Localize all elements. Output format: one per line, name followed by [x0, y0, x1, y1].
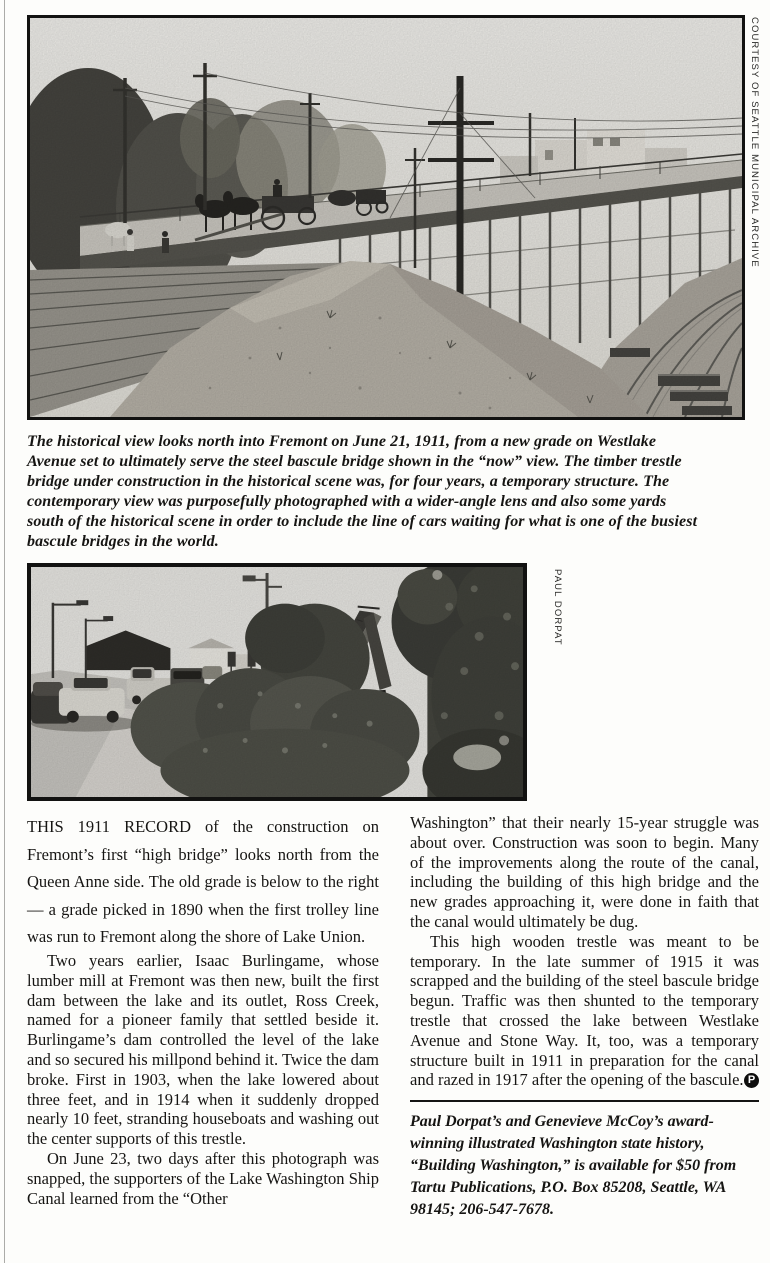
historical-photo — [27, 15, 745, 420]
article-paragraph: Washington” that their nearly 15-year struggle was about over. Construction was soon to begin. Many of the improvements along the route of the canal, including the building of this high bridge and the new grades approaching it, were done in faith that the canal would ultimately be dug. — [410, 813, 759, 931]
article-left-column — [27, 813, 379, 1208]
publisher-mark-icon: P — [744, 1073, 759, 1088]
historical-photo-illustration — [30, 18, 742, 417]
article-paragraph: On June 23, two days after this photograph was snapped, the supporters of the Lake Washington Ship Canal learned from the “Other — [27, 1148, 379, 1208]
scan-edge-line — [4, 0, 5, 1263]
article-right-column — [410, 813, 759, 1221]
photo-caption: The historical view looks north into Fremont on June 21, 1911, from a new grade on Westlake Avenue set to ultimately serve the steel bascule bridge shown in the “now” view. The timber trestle bridge under construction in the historical scene was, for four years, a temporary structure. The contemporary view was purposefully photographed with a wider-angle lens and also some yards south of the historical scene in order to include the line of cars waiting for what is one of the busiest bascule bridges in the world. — [27, 433, 698, 550]
contemporary-photo — [27, 563, 527, 801]
footer-divider — [410, 1100, 759, 1102]
photo-credit-seattle-municipal-archive: COURTESY OF SEATTLE MUNICIPAL ARCHIVE — [749, 17, 760, 268]
article-paragraph: THIS 1911 RECORD of the construction on Fremont’s first “high bridge” looks north from the Queen Anne side. The old grade is below to the right — a grade picked in 1890 when the first trolley line was run to Fremont along the shore of Lake Union. — [27, 817, 379, 947]
photo-credit-paul-dorpat: PAUL DORPAT — [552, 569, 563, 646]
article-paragraph: This high wooden trestle was meant to be temporary. In the late summer of 1915 it was scrapped and the building of the steel bascule bridge begun. Traffic was then shunted to the temporary trestle that crossed the lake between Westlake Avenue and Stone Way. It, too, was a temporary structure built in 1911 in preparation for the canal and razed in 1917 after the opening of the bascule. — [410, 931, 759, 1090]
contemporary-photo-illustration — [31, 567, 523, 797]
book-offer-note: Paul Dorpat’s and Genevieve McCoy’s award-winning illustrated Washington state history, “Building Washington,” is available for $50 from Tartu Publications, P.O. Box 85208, Seattle, WA 98145; 206-547-7678. — [410, 1113, 737, 1219]
article-paragraph-with-endmark — [410, 932, 759, 1090]
article-paragraph: Two years earlier, Isaac Burlingame, whose lumber mill at Fremont was then new, built the first dam between the lake and its outlet, Ross Creek, named for a pioneer family that settled beside it. Burlingame’s dam controlled the level of the lake and so secured his millpond behind it. Twice the dam broke. First in 1903, when the lake lowered about three feet, and in 1914 when it suddenly dropped nearly 10 feet, stranding houseboats and washing out the center supports of this trestle. — [27, 950, 379, 1149]
